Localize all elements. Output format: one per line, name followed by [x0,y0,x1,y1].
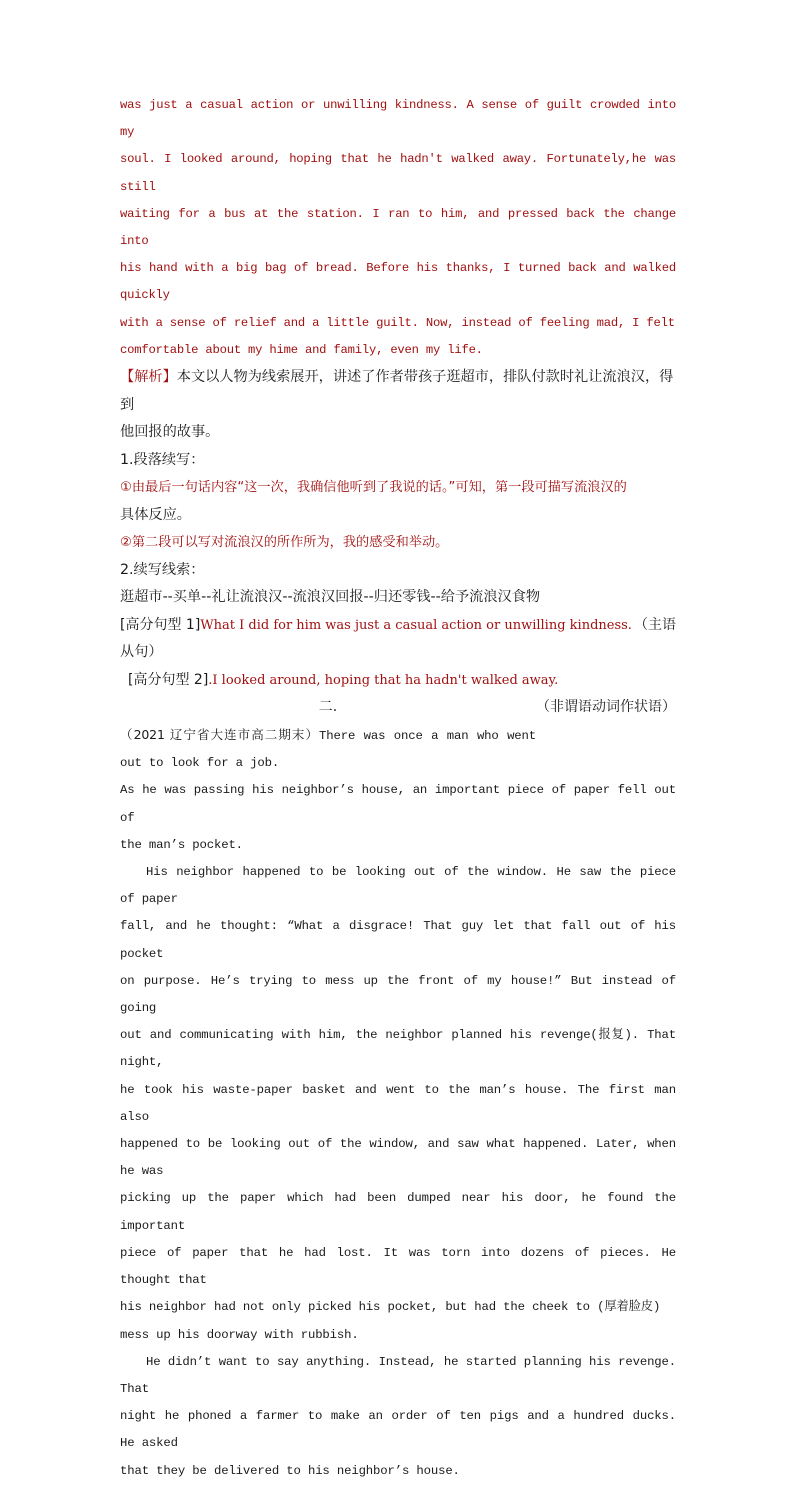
key-sentence-note: （主语 [634,616,676,633]
story-text: There was once a man who went out to look for a job. [120,729,536,771]
story-passage [120,721,676,1485]
key-sentence-note-cont: 从句） [120,644,163,661]
analysis-text: 本文以人物为线索展开，讲述了作者带孩子逛超市，排队付款时礼让流浪汉，得到 [120,369,674,413]
passage-line: waiting for a bus at the station. I ran to him, and pressed back the change into [120,206,676,249]
story-line: piece of paper that he had lost. It was torn into dozens of pieces. He thought that [120,1245,676,1288]
story-line: he took his waste-paper basket and went to the man’s house. The first man also [120,1082,676,1124]
story-line: He didn’t want to say anything. Instead, he started planning his revenge. That [120,1354,676,1396]
story-line: on purpose. He’s trying to mess up the front of my house!” But instead of going [120,973,676,1016]
story-paragraph-1 [120,721,676,777]
story-line: fall, and he thought: “What a disgrace! That guy let that fall out of his pocket [120,919,676,961]
story-line: night he phoned a farmer to make an order of ten pigs and a hundred ducks. He asked [120,1409,676,1451]
story-line: picking up the paper which had been dumped near his door, he found the important [120,1191,676,1233]
key-sentence-text: What I did for him was just a casual action or unwilling kindness. [200,617,632,633]
story-line: mess up his doorway with rubbish. [120,1327,359,1342]
story-line: out and communicating with him, the neighbor planned his revenge(报复). That night, [120,1028,676,1070]
key-sentence-label: [高分句型 1] [120,616,201,633]
analysis-section [120,364,676,716]
previous-passage [120,92,676,364]
passage-line: his hand with a big bag of bread. Before his thanks, I turned back and walked quickly [120,261,676,303]
document-page [120,92,676,1485]
story-line: As he was passing his neighbor’s house, an important piece of paper fell out of [120,783,676,825]
story-line: happened to be looking out of the window, and saw what happened. Later, when he was [120,1137,676,1179]
key-sentence-2 [128,667,676,716]
section-title-continuation: 1.段落续写： [120,451,205,468]
story-line: that they be delivered to his neighbor’s house. [120,1463,460,1478]
story-line: His neighbor happened to be looking out of the window. He saw the piece of paper [120,865,676,907]
analysis-tag: 【解析】 [120,369,177,386]
analysis-text-cont: 他回报的故事。 [120,424,220,441]
key-sentence-1 [120,612,676,640]
analysis-point-1: ①由最后一句话内容“这一次，我确信他听到了我说的话。”可知，第一段可描写流浪汉的 [120,480,627,496]
section-heading: 二. [318,699,338,716]
passage-line: with a sense of relief and a little guilt. Now, instead of feeling mad, I felt [120,315,675,330]
clue-chain: 逛超市--买单--礼让流浪汉--流浪汉回报--归还零钱--给予流浪汉食物 [120,589,541,606]
passage-line: soul. I looked around, hoping that he hadn't walked away. Fortunately,he was still [120,152,676,194]
section-title-clues: 2.续写线索： [120,561,205,578]
key-sentence-label: [高分句型 2] [128,671,209,688]
analysis-intro [120,364,676,419]
key-sentence-text: .I looked around, hoping that ha hadn't walked away. [208,672,559,688]
analysis-point-2: ②第二段可以写对流浪汉的所作所为，我的感受和举动。 [120,535,449,551]
story-line: his neighbor had not only picked his pocket, but had the cheek to (厚着脸皮) [120,1300,661,1315]
passage-line: was just a casual action or unwilling kindness. A sense of guilt crowded into my [120,98,676,140]
analysis-point-1-cont: 具体反应。 [120,506,191,523]
passage-line: comfortable about my hime and family, even my life. [120,342,483,357]
key-sentence-note: （非谓语动词作状语） [536,699,676,716]
story-line: the man’s pocket. [120,837,243,852]
source-label: （2021 辽宁省大连市高二期末） [120,727,320,743]
